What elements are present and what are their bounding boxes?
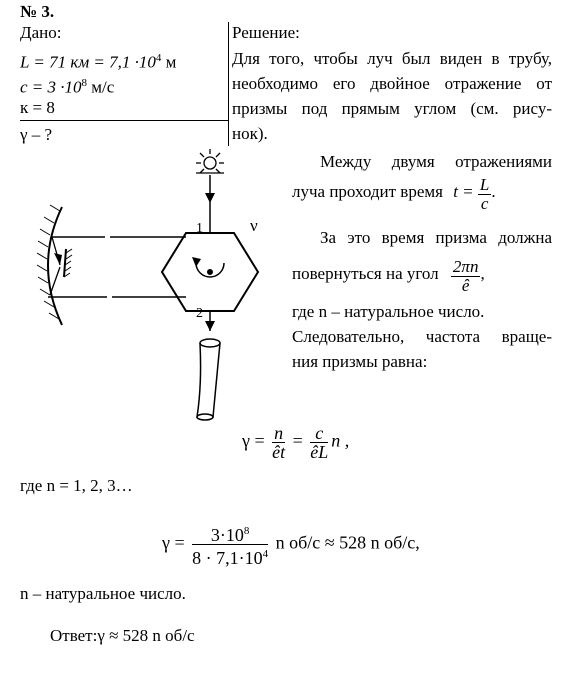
given-underline <box>20 120 228 121</box>
solution-p3-line2 <box>292 258 485 295</box>
point-label-2: 2 <box>196 306 203 321</box>
formula2-frac <box>192 522 268 567</box>
given-line2 <box>20 72 114 99</box>
problem-number: № 3. <box>20 2 55 21</box>
given-line1-text: L = 71 км = 7,1 ·10 <box>20 52 156 72</box>
solution-p2-end: . <box>491 182 496 201</box>
solution-p2-line1: Между двумя отражениями <box>320 152 552 171</box>
formula2-num <box>192 522 268 545</box>
solution-p2-text: луча проходит время <box>292 182 443 201</box>
formula1-eq: = <box>292 430 303 451</box>
rotation-axis <box>207 269 213 275</box>
solution-p2-line2 <box>292 176 496 213</box>
formula2-end: n об/с ≈ 528 n об/с, <box>275 532 420 553</box>
given-line1-exp: 4 <box>155 52 162 64</box>
formula2-num-text: 3·10 <box>210 525 244 545</box>
formula1-frac2-num: c <box>310 424 328 443</box>
given-label: Дано: <box>20 23 62 42</box>
solution-p3-text: повернуться на угол <box>292 264 439 283</box>
solution-p3-end: , <box>480 264 485 283</box>
given-line1-unit: м <box>161 52 177 72</box>
incoming-arrow-icon <box>205 193 215 203</box>
formula2-lhs: γ = <box>162 532 185 553</box>
given-line2-exp: 8 <box>81 77 88 89</box>
telescope-tube <box>197 339 220 420</box>
formula2-den-text: 8 · 7,1·10 <box>192 548 263 568</box>
answer: Ответ:γ ≈ 528 n об/с <box>50 626 195 645</box>
where-n: где n = 1, 2, 3… <box>20 476 133 495</box>
formula2-den-exp: 4 <box>262 548 269 560</box>
solution-p4-line3: ния призмы равна: <box>292 352 428 371</box>
frequency-label: ν <box>250 216 258 235</box>
solution-p4-line2: Следовательно, частота враще- <box>292 327 552 346</box>
point-label-1: 1 <box>196 221 203 236</box>
time-fraction-den: c <box>480 194 489 213</box>
reflected-ray-2 <box>50 267 60 295</box>
formula-result <box>162 522 420 567</box>
solution-p4-line1: где n – натуральное число. <box>292 302 485 321</box>
angle-fraction-num: 2πn <box>452 257 479 276</box>
formula2-num-exp: 8 <box>243 525 250 537</box>
formula1-frac1-num: n <box>274 423 284 443</box>
light-source-icon <box>196 149 224 173</box>
outgoing-arrow-icon <box>205 321 215 331</box>
formula1-frac1-den: êt <box>272 442 286 462</box>
given-line3: к = 8 <box>20 98 55 117</box>
given-line2-text: c = 3 ·10 <box>20 77 82 97</box>
formula1-frac2 <box>310 424 328 461</box>
time-fraction <box>478 176 491 213</box>
solution-p3-line1: За это время призма должна <box>320 228 552 247</box>
angle-fraction <box>451 258 481 295</box>
reflection-arrow-icon <box>54 253 62 265</box>
given-divider <box>228 22 229 146</box>
solution-p1-line4: нок). <box>232 124 268 143</box>
formula1-frac1 <box>272 424 285 461</box>
plane-mirror <box>64 249 66 277</box>
formula1-frac2-den: êL <box>310 442 329 462</box>
solution-p1-line1: Для того, чтобы луч был виден в трубу, <box>232 49 552 68</box>
formula2-den <box>192 545 268 567</box>
solution-p2-t: t = <box>453 182 474 201</box>
formula1-lhs: γ = <box>242 430 265 451</box>
given-find: γ – ? <box>20 125 53 144</box>
solution-p1-line2: необходимо его двойное отражение от <box>232 74 552 93</box>
concave-mirror <box>48 207 62 325</box>
time-fraction-num: L <box>479 175 490 194</box>
prism-diagram <box>20 145 290 430</box>
n-natural-note: n – натуральное число. <box>20 584 186 603</box>
solution-p1-line3: призмы под прямым углом (см. рису- <box>232 99 552 118</box>
solution-label: Решение: <box>232 23 300 42</box>
angle-fraction-den: ê <box>461 276 470 295</box>
formula-frequency <box>242 424 349 461</box>
given-line2-unit: м/с <box>87 77 115 97</box>
given-line1 <box>20 47 176 74</box>
formula1-end: n , <box>331 430 350 451</box>
